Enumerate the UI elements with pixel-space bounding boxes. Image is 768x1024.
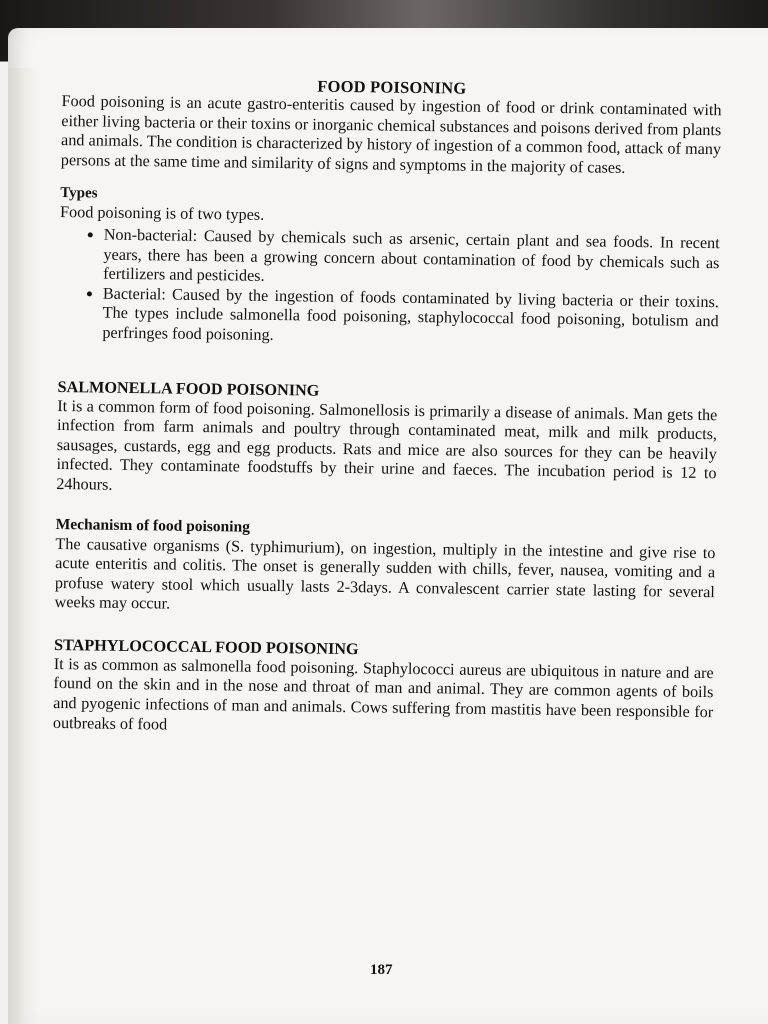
staphylococcal-heading: STAPHYLOCOCCAL FOOD POISONING [53, 635, 359, 659]
list-item: • Bacterial: Caused by the ingestion of foods contaminated by living bacteria or their toxins. The types include salmonella food poisoning, staphylococcal food poisoning, botulism and perfringes food poisoning. [102, 284, 719, 351]
page-spine-shadow [8, 68, 38, 1024]
salmonella-paragraph: It is a common form of food poisoning. Salmonellosis is primarily a disease of animals. Man gets the infection from farm animals and poultry through contaminated meat, milk and milk products, sausages, custards, egg and egg products. Rats and mice are also sources for they can be heavily infected. They contaminate foodstuffs by their urine and faeces. The incubation period is 12 to 24hours. [56, 396, 718, 494]
intro-paragraph: Food poisoning is an acute gastro-enteritis caused by ingestion of food or drink contaminated with either living bacteria or their toxins or inorganic chemical substances and poisons derived from plants and animals. The condition is characterized by history of ingestion of a common food, attack of many persons at the same time and similarity of signs and symptoms in the majority of cases. [60, 91, 722, 177]
types-list [58, 225, 720, 352]
page-number: 187 [370, 962, 393, 978]
list-item: • Non-bacterial: Caused by chemicals such as arsenic, certain plant and sea foods. In recent years, there has been a growing concern about contamination of food by chemicals such as fertilizers and pesticides. [103, 226, 720, 293]
staphylococcal-paragraph: It is as common as salmonella food poisoning. Staphylococci aureus are ubiquitous in nature and are found on the skin and in the nose and throat of man and animal. They are common agents of boils and pyogenic infections of man and animals. Cows suffering from mastitis have been responsible for outbreaks of food [52, 654, 714, 734]
mechanism-paragraph: The causative organisms (S. typhimurium), on ingestion, multiply in the intestine and give rise to acute enteritis and colitis. The onset is generally sudden with chills, fever, nausea, vomiting and a profuse watery stool which usually lasts 2-3days. A convalescent carrier state lasting for several weeks may occur. [54, 534, 716, 613]
mechanism-heading: Mechanism of food poisoning [55, 515, 251, 536]
page-title: FOOD POISONING [317, 76, 467, 98]
page-content [53, 74, 722, 742]
types-lead: Food poisoning is of two types. [59, 203, 265, 225]
types-heading: Types [60, 185, 98, 202]
salmonella-heading: SALMONELLA FOOD POISONING [57, 377, 320, 400]
